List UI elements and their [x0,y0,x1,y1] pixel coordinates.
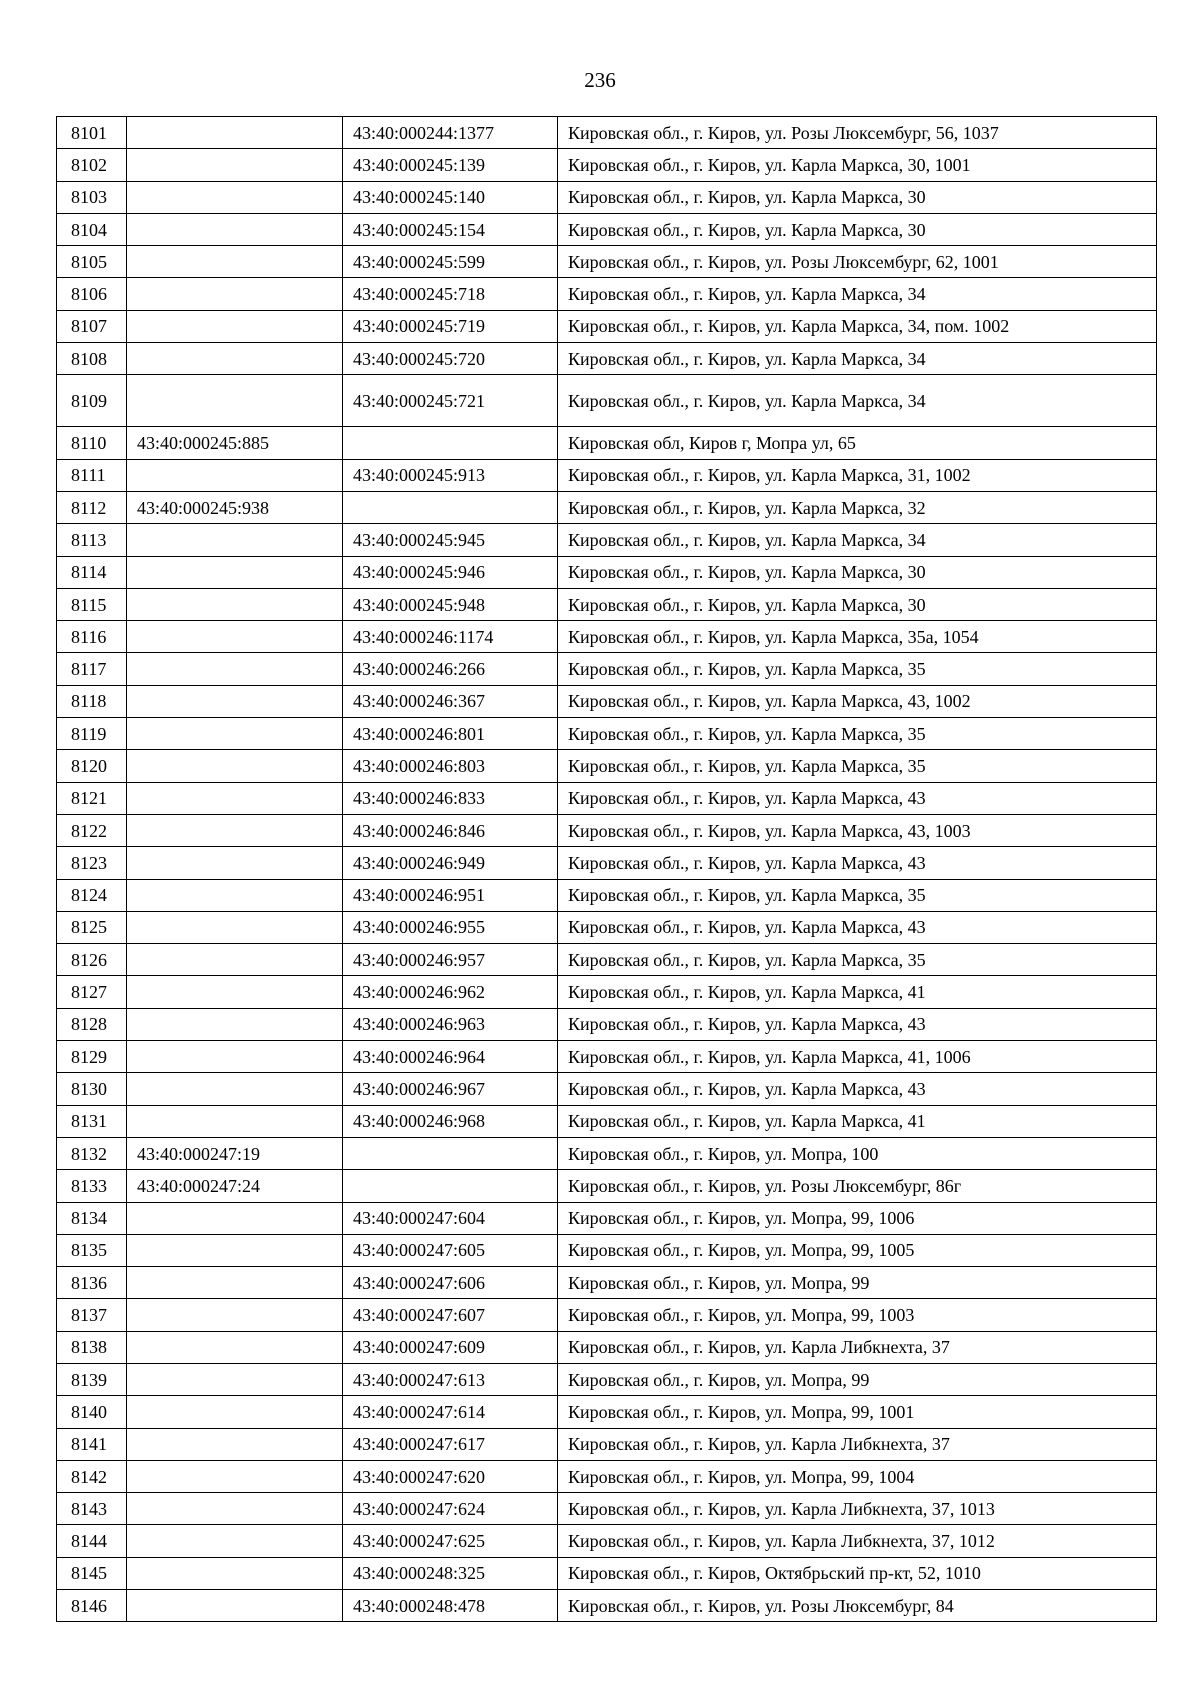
row-number-cell: 8139 [57,1363,127,1395]
cadastral-number-cell [127,117,343,149]
table-row [57,1493,1157,1525]
address-cell: Кировская обл., г. Киров, ул. Карла Маркса, 34, пом. 1002 [558,310,1157,342]
address-cell: Кировская обл., г. Киров, ул. Карла Маркса, 34 [558,524,1157,556]
table-row [57,1041,1157,1073]
table-row [57,1428,1157,1460]
table-row [57,1590,1157,1622]
cadastral-number-cell [127,1008,343,1040]
cadastral-number-cell [127,976,343,1008]
row-number-cell: 8120 [57,750,127,782]
address-cell: Кировская обл., г. Киров, ул. Карла Маркса, 31, 1002 [558,459,1157,491]
address-cell: Кировская обл., г. Киров, ул. Карла Маркса, 43 [558,1008,1157,1040]
address-cell: Кировская обл., г. Киров, ул. Карла Маркса, 35а, 1054 [558,621,1157,653]
row-number-cell: 8107 [57,310,127,342]
object-cadastral-number-cell: 43:40:000246:967 [343,1073,558,1105]
row-number-cell: 8108 [57,343,127,375]
address-cell: Кировская обл., г. Киров, ул. Мопра, 99, 1004 [558,1460,1157,1492]
row-number-cell: 8125 [57,911,127,943]
address-cell: Кировская обл., г. Киров, ул. Карла Либкнехта, 37 [558,1428,1157,1460]
object-cadastral-number-cell: 43:40:000247:625 [343,1525,558,1557]
cadastral-number-cell [127,1428,343,1460]
cadastral-number-cell [127,278,343,310]
cadastral-number-cell: 43:40:000247:24 [127,1170,343,1202]
row-number-cell: 8117 [57,653,127,685]
row-number-cell: 8145 [57,1557,127,1589]
table-row [57,1008,1157,1040]
row-number-cell: 8134 [57,1202,127,1234]
address-cell: Кировская обл., г. Киров, ул. Карла Маркса, 43 [558,782,1157,814]
cadastral-number-cell [127,181,343,213]
address-cell: Кировская обл., г. Киров, ул. Карла Маркса, 35 [558,879,1157,911]
cadastral-number-cell [127,524,343,556]
registry-table [56,116,1157,1622]
address-cell: Кировская обл., г. Киров, ул. Мопра, 99, 1005 [558,1234,1157,1266]
object-cadastral-number-cell [343,1137,558,1169]
cadastral-number-cell [127,588,343,620]
cadastral-number-cell: 43:40:000245:938 [127,491,343,523]
row-number-cell: 8113 [57,524,127,556]
cadastral-number-cell [127,459,343,491]
row-number-cell: 8124 [57,879,127,911]
object-cadastral-number-cell: 43:40:000246:803 [343,750,558,782]
cadastral-number-cell [127,653,343,685]
row-number-cell: 8138 [57,1331,127,1363]
table-row [57,653,1157,685]
address-cell: Кировская обл., г. Киров, ул. Карла Либкнехта, 37, 1013 [558,1493,1157,1525]
object-cadastral-number-cell [343,491,558,523]
address-cell: Кировская обл., г. Киров, Октябрьский пр-кт, 52, 1010 [558,1557,1157,1589]
object-cadastral-number-cell: 43:40:000247:606 [343,1267,558,1299]
table-row [57,310,1157,342]
table-row [57,879,1157,911]
object-cadastral-number-cell: 43:40:000245:945 [343,524,558,556]
row-number-cell: 8140 [57,1396,127,1428]
cadastral-number-cell [127,1363,343,1395]
row-number-cell: 8101 [57,117,127,149]
address-cell: Кировская обл., г. Киров, ул. Карла Маркса, 34 [558,278,1157,310]
row-number-cell: 8119 [57,718,127,750]
object-cadastral-number-cell: 43:40:000247:604 [343,1202,558,1234]
cadastral-number-cell [127,1331,343,1363]
object-cadastral-number-cell: 43:40:000245:913 [343,459,558,491]
table-row [57,976,1157,1008]
row-number-cell: 8105 [57,246,127,278]
table-row [57,1202,1157,1234]
object-cadastral-number-cell: 43:40:000245:140 [343,181,558,213]
object-cadastral-number-cell [343,427,558,459]
object-cadastral-number-cell: 43:40:000246:962 [343,976,558,1008]
row-number-cell: 8123 [57,847,127,879]
address-cell: Кировская обл., г. Киров, ул. Карла Маркса, 43 [558,847,1157,879]
table-row [57,1299,1157,1331]
table-row [57,621,1157,653]
row-number-cell: 8129 [57,1041,127,1073]
address-cell: Кировская обл., г. Киров, ул. Мопра, 99 [558,1363,1157,1395]
row-number-cell: 8121 [57,782,127,814]
row-number-cell: 8132 [57,1137,127,1169]
row-number-cell: 8112 [57,491,127,523]
cadastral-number-cell [127,944,343,976]
table-row [57,782,1157,814]
address-cell: Кировская обл., г. Киров, ул. Карла Маркса, 34 [558,375,1157,427]
cadastral-number-cell: 43:40:000245:885 [127,427,343,459]
object-cadastral-number-cell: 43:40:000246:949 [343,847,558,879]
object-cadastral-number-cell: 43:40:000246:846 [343,814,558,846]
object-cadastral-number-cell: 43:40:000247:620 [343,1460,558,1492]
row-number-cell: 8114 [57,556,127,588]
object-cadastral-number-cell: 43:40:000246:266 [343,653,558,685]
table-row [57,117,1157,149]
row-number-cell: 8135 [57,1234,127,1266]
object-cadastral-number-cell: 43:40:000244:1377 [343,117,558,149]
row-number-cell: 8136 [57,1267,127,1299]
address-cell: Кировская обл., г. Киров, ул. Розы Люксембург, 84 [558,1590,1157,1622]
object-cadastral-number-cell: 43:40:000245:720 [343,343,558,375]
address-cell: Кировская обл., г. Киров, ул. Мопра, 99, 1001 [558,1396,1157,1428]
object-cadastral-number-cell: 43:40:000245:721 [343,375,558,427]
table-row [57,375,1157,427]
table-row [57,524,1157,556]
table-row [57,278,1157,310]
row-number-cell: 8130 [57,1073,127,1105]
row-number-cell: 8109 [57,375,127,427]
cadastral-number-cell [127,1460,343,1492]
table-row [57,1105,1157,1137]
address-cell: Кировская обл., г. Киров, ул. Розы Люксембург, 86г [558,1170,1157,1202]
object-cadastral-number-cell: 43:40:000247:624 [343,1493,558,1525]
cadastral-number-cell [127,1041,343,1073]
cadastral-number-cell: 43:40:000247:19 [127,1137,343,1169]
address-cell: Кировская обл., г. Киров, ул. Карла Маркса, 35 [558,653,1157,685]
registry-table-body [57,117,1157,1622]
row-number-cell: 8146 [57,1590,127,1622]
row-number-cell: 8127 [57,976,127,1008]
address-cell: Кировская обл., г. Киров, ул. Карла Маркса, 41, 1006 [558,1041,1157,1073]
object-cadastral-number-cell: 43:40:000248:478 [343,1590,558,1622]
cadastral-number-cell [127,847,343,879]
object-cadastral-number-cell [343,1170,558,1202]
address-cell: Кировская обл., г. Киров, ул. Мопра, 99 [558,1267,1157,1299]
table-row [57,246,1157,278]
object-cadastral-number-cell: 43:40:000247:609 [343,1331,558,1363]
object-cadastral-number-cell: 43:40:000247:617 [343,1428,558,1460]
cadastral-number-cell [127,814,343,846]
object-cadastral-number-cell: 43:40:000246:1174 [343,621,558,653]
object-cadastral-number-cell: 43:40:000246:801 [343,718,558,750]
table-row [57,343,1157,375]
address-cell: Кировская обл., г. Киров, ул. Карла Маркса, 35 [558,750,1157,782]
table-row [57,847,1157,879]
row-number-cell: 8103 [57,181,127,213]
table-row [57,1267,1157,1299]
table-row [57,1557,1157,1589]
cadastral-number-cell [127,1105,343,1137]
object-cadastral-number-cell: 43:40:000246:963 [343,1008,558,1040]
table-row [57,588,1157,620]
object-cadastral-number-cell: 43:40:000245:719 [343,310,558,342]
address-cell: Кировская обл., г. Киров, ул. Карла Маркса, 30, 1001 [558,149,1157,181]
object-cadastral-number-cell: 43:40:000246:833 [343,782,558,814]
table-row [57,911,1157,943]
address-cell: Кировская обл., г. Киров, ул. Мопра, 100 [558,1137,1157,1169]
table-row [57,427,1157,459]
table-row [57,556,1157,588]
table-row [57,1137,1157,1169]
row-number-cell: 8110 [57,427,127,459]
object-cadastral-number-cell: 43:40:000246:367 [343,685,558,717]
object-cadastral-number-cell: 43:40:000247:607 [343,1299,558,1331]
cadastral-number-cell [127,718,343,750]
table-row [57,1460,1157,1492]
row-number-cell: 8131 [57,1105,127,1137]
object-cadastral-number-cell: 43:40:000245:948 [343,588,558,620]
object-cadastral-number-cell: 43:40:000248:325 [343,1557,558,1589]
table-row [57,1170,1157,1202]
row-number-cell: 8104 [57,213,127,245]
table-row [57,1525,1157,1557]
address-cell: Кировская обл., г. Киров, ул. Карла Маркса, 30 [558,556,1157,588]
address-cell: Кировская обл., г. Киров, ул. Карла Маркса, 35 [558,718,1157,750]
object-cadastral-number-cell: 43:40:000245:139 [343,149,558,181]
cadastral-number-cell [127,213,343,245]
table-row [57,213,1157,245]
row-number-cell: 8137 [57,1299,127,1331]
table-row [57,1396,1157,1428]
cadastral-number-cell [127,1557,343,1589]
object-cadastral-number-cell: 43:40:000246:968 [343,1105,558,1137]
cadastral-number-cell [127,1590,343,1622]
cadastral-number-cell [127,879,343,911]
row-number-cell: 8118 [57,685,127,717]
table-row [57,1073,1157,1105]
cadastral-number-cell [127,1299,343,1331]
row-number-cell: 8126 [57,944,127,976]
address-cell: Кировская обл., г. Киров, ул. Карла Либкнехта, 37 [558,1331,1157,1363]
address-cell: Кировская обл., г. Киров, ул. Розы Люксембург, 56, 1037 [558,117,1157,149]
cadastral-number-cell [127,1234,343,1266]
row-number-cell: 8111 [57,459,127,491]
table-row [57,149,1157,181]
cadastral-number-cell [127,1396,343,1428]
cadastral-number-cell [127,750,343,782]
object-cadastral-number-cell: 43:40:000245:946 [343,556,558,588]
object-cadastral-number-cell: 43:40:000246:951 [343,879,558,911]
table-row [57,750,1157,782]
row-number-cell: 8102 [57,149,127,181]
object-cadastral-number-cell: 43:40:000245:154 [343,213,558,245]
cadastral-number-cell [127,911,343,943]
address-cell: Кировская обл., г. Киров, ул. Карла Маркса, 30 [558,588,1157,620]
address-cell: Кировская обл., г. Киров, ул. Карла Маркса, 41 [558,976,1157,1008]
table-row [57,685,1157,717]
cadastral-number-cell [127,343,343,375]
cadastral-number-cell [127,375,343,427]
address-cell: Кировская обл., г. Киров, ул. Карла Маркса, 43 [558,911,1157,943]
row-number-cell: 8122 [57,814,127,846]
cadastral-number-cell [127,1073,343,1105]
address-cell: Кировская обл., г. Киров, ул. Карла Либкнехта, 37, 1012 [558,1525,1157,1557]
address-cell: Кировская обл., г. Киров, ул. Мопра, 99, 1006 [558,1202,1157,1234]
table-row [57,1331,1157,1363]
cadastral-number-cell [127,246,343,278]
object-cadastral-number-cell: 43:40:000247:605 [343,1234,558,1266]
object-cadastral-number-cell: 43:40:000245:599 [343,246,558,278]
cadastral-number-cell [127,1202,343,1234]
cadastral-number-cell [127,1493,343,1525]
row-number-cell: 8115 [57,588,127,620]
table-row [57,1363,1157,1395]
object-cadastral-number-cell: 43:40:000247:613 [343,1363,558,1395]
row-number-cell: 8128 [57,1008,127,1040]
address-cell: Кировская обл., г. Киров, ул. Карла Маркса, 30 [558,181,1157,213]
address-cell: Кировская обл., г. Киров, ул. Карла Маркса, 35 [558,944,1157,976]
cadastral-number-cell [127,685,343,717]
cadastral-number-cell [127,782,343,814]
table-row [57,459,1157,491]
cadastral-number-cell [127,310,343,342]
table-row [57,718,1157,750]
cadastral-number-cell [127,149,343,181]
cadastral-number-cell [127,556,343,588]
row-number-cell: 8106 [57,278,127,310]
object-cadastral-number-cell: 43:40:000246:957 [343,944,558,976]
address-cell: Кировская обл., г. Киров, ул. Карла Маркса, 32 [558,491,1157,523]
cadastral-number-cell [127,621,343,653]
address-cell: Кировская обл., г. Киров, ул. Мопра, 99, 1003 [558,1299,1157,1331]
table-row [57,181,1157,213]
object-cadastral-number-cell: 43:40:000247:614 [343,1396,558,1428]
table-row [57,814,1157,846]
address-cell: Кировская обл., г. Киров, ул. Карла Маркса, 34 [558,343,1157,375]
address-cell: Кировская обл., г. Киров, ул. Розы Люксембург, 62, 1001 [558,246,1157,278]
address-cell: Кировская обл., г. Киров, ул. Карла Маркса, 30 [558,213,1157,245]
address-cell: Кировская обл, Киров г, Мопра ул, 65 [558,427,1157,459]
object-cadastral-number-cell: 43:40:000246:964 [343,1041,558,1073]
cadastral-number-cell [127,1267,343,1299]
address-cell: Кировская обл., г. Киров, ул. Карла Маркса, 43, 1003 [558,814,1157,846]
page-number: 236 [584,68,616,92]
address-cell: Кировская обл., г. Киров, ул. Карла Маркса, 43 [558,1073,1157,1105]
table-row [57,944,1157,976]
address-cell: Кировская обл., г. Киров, ул. Карла Маркса, 41 [558,1105,1157,1137]
row-number-cell: 8116 [57,621,127,653]
row-number-cell: 8144 [57,1525,127,1557]
address-cell: Кировская обл., г. Киров, ул. Карла Маркса, 43, 1002 [558,685,1157,717]
row-number-cell: 8142 [57,1460,127,1492]
cadastral-number-cell [127,1525,343,1557]
row-number-cell: 8143 [57,1493,127,1525]
row-number-cell: 8133 [57,1170,127,1202]
table-row [57,1234,1157,1266]
table-row [57,491,1157,523]
object-cadastral-number-cell: 43:40:000246:955 [343,911,558,943]
row-number-cell: 8141 [57,1428,127,1460]
object-cadastral-number-cell: 43:40:000245:718 [343,278,558,310]
